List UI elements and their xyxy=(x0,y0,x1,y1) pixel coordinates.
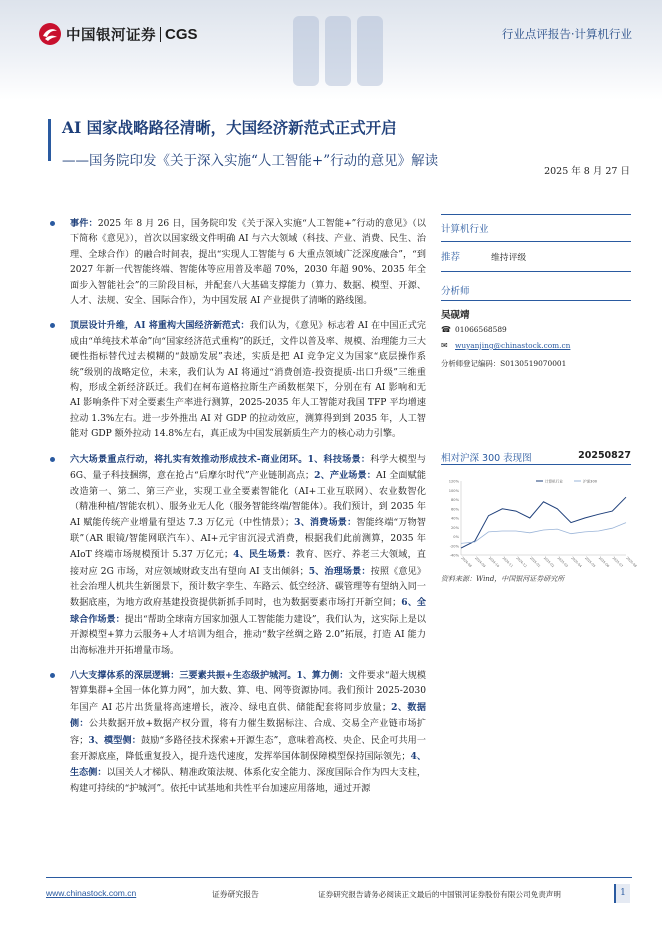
chart-title: 相对沪深 300 表现图 xyxy=(441,453,532,464)
x-tick-label: 2024-10 xyxy=(487,555,501,569)
report-type: 行业点评报告·计算机行业 xyxy=(501,27,632,41)
segment-text: 以国关人才梯队、精准政策法规、体系化安全能力、深度国际合作为四大支柱，构建可持续的“护城河”。依托中试基地和共性平台加速应用落地，通过开源 xyxy=(70,768,426,794)
segment-text: 科学大模型与 6G、量子科技捆绑，意在抢占“后摩尔时代”产业链制高点； xyxy=(70,454,426,482)
watermark-logo-icon xyxy=(285,12,395,92)
segment-lead: 6、全球合作场景： xyxy=(70,597,426,625)
analyst-name: 吴砚靖 xyxy=(441,310,470,321)
segment-text: 智能终端“万物智联”（AR 眼镜/智能网联汽车）、AI+元宇宙沉浸式消费，根据我们此前测算，2035 年 AIoT 终端市场规模预计 5.37 万亿元； xyxy=(70,518,427,561)
x-tick-label: 2025-05 xyxy=(584,555,597,569)
sidebar-rule xyxy=(441,214,631,215)
legend-label: 沪深300 xyxy=(583,479,598,484)
segment-lead: 4、民生场景： xyxy=(233,549,296,561)
analyst-email xyxy=(441,341,570,350)
x-tick-label: 2025-07 xyxy=(611,555,624,569)
footer-url[interactable]: www.chinastock.com.cn xyxy=(46,888,137,898)
bullet-lead: 顶层设计升维，AI 将重构大国经济新范式： xyxy=(70,320,250,332)
y-tick-label: 100% xyxy=(448,488,459,493)
y-tick-label: -20% xyxy=(449,544,459,549)
rating-label: 推荐 xyxy=(441,252,461,263)
report-date: 2025 年 8 月 27 日 xyxy=(544,166,630,177)
main-content xyxy=(46,216,426,806)
segment-text: 鼓励“多路径技术探索+开源生态”，意味着高校、央企、民企可共用一套开源底座，降低重复投入，提升迭代速度，发挥举国体制保障模型保持国际领先； xyxy=(70,735,427,762)
x-tick-label: 2024-12 xyxy=(515,555,528,569)
y-tick-label: 0% xyxy=(453,535,459,539)
segment-text: 教育、医疗、养老三大领域，直接对应 2G 市场，对应领域财政支出有望向 AI 支出倾斜； xyxy=(70,550,426,577)
x-tick-label: 2024-09 xyxy=(474,555,487,569)
footer-doc-type: 证券研究报告 xyxy=(212,890,259,899)
analyst-phone xyxy=(441,325,507,334)
segment-text: 公共数据开放+数据产权分置，将有力催生数据标注、合成、交易全产业链市场扩容； xyxy=(70,719,426,746)
bullet-dot xyxy=(50,323,55,328)
segment-lead: 2、数据侧： xyxy=(70,701,426,730)
sidebar-industry: 计算机行业 xyxy=(441,224,489,235)
bullet-eight-systems xyxy=(46,668,426,797)
bullet-lead: 八大支撑体系的深层逻辑：三要素共振+生态级护城河。 xyxy=(70,669,297,681)
bullet-six-scenarios xyxy=(46,452,426,659)
cgs-logo-icon xyxy=(38,22,62,46)
x-tick-label: 2024-08 xyxy=(460,555,473,569)
x-tick-label: 2025-08 xyxy=(625,555,638,569)
report-title: AI 国家战略路径清晰，大国经济新范式正式开启 xyxy=(62,118,397,137)
bullet-dot xyxy=(50,221,55,226)
y-tick-label: 120% xyxy=(448,479,459,484)
segment-lead: 4、生态侧： xyxy=(70,751,426,779)
header-band xyxy=(0,0,662,100)
phone-icon: ☎ xyxy=(441,325,451,334)
bullet-text: 我们认为，《意见》标志着 AI 在中国正式完成由“单纯技术革命”向“国家经济范式重构”的跃迁，文件以普及率、规模、治理能力三大硬性指标替代过去模糊的“鼓励发展”表述，实质是把 AI 竞争定义为国家“底层操作系统”级别的战略定位，未来，我们认为 AI 将通过“消费创造-投资提质-出口升级”三维重构，形成全新经济跃迁。我们在柯布道格拉斯生产函数框架下，分别在有 AI 影响和无 AI 影响条件下对全要素生产率进行测算，2025-2035 年人工智能对我国 TFP 平均增速拉动 1.3%左右。进一步外推出 AI 对 GDP 的拉动效应，测算得到到 2035 年，人工智能对 GDP 额外拉动 14.8%左右，真正成为中国发展新质生产力的核心动力引擎。 xyxy=(70,321,426,440)
phone-number: 01066568589 xyxy=(455,325,507,334)
logo-cn-text: 中国银河证券 xyxy=(66,27,156,44)
x-tick-label: 2024-11 xyxy=(501,555,514,569)
x-tick-label: 2025-03 xyxy=(556,555,569,569)
email-link[interactable]: wuyanjing@chinastock.com.cn xyxy=(455,341,571,350)
y-tick-label: -40% xyxy=(449,553,459,558)
footer-rule xyxy=(46,877,632,878)
segment-lead: 3、消费场景： xyxy=(294,517,357,529)
rating-value: 维持评级 xyxy=(491,253,527,263)
y-tick-label: 20% xyxy=(451,525,459,530)
analyst-cert: 分析师登记编码：S0130519070001 xyxy=(441,359,567,368)
chart-source: 资料来源：Wind，中国银河证券研究所 xyxy=(441,575,565,583)
segment-text: 提出“帮助全球南方国家加强人工智能能力建设”，我们认为，这实际上是以开源模型+算力云服务+人才培训为组合，推动“数字丝绸之路 2.0”拓展，打造 AI 能力出海标准并开拓增量市场。 xyxy=(70,614,426,656)
series-line-1 xyxy=(461,523,626,544)
segment-text: 按照《意见》社会治理人机共生新图景下，预计数字孪生、车路云、低空经济、碳管理等有望纳入同一数据底座，为地方政府基建投资提供新抓手同时，也为数据要素市场打开新空间； xyxy=(70,566,426,609)
page-number: 1 xyxy=(614,884,630,903)
y-tick-label: 80% xyxy=(451,498,459,502)
analyst-header: 分析师 xyxy=(441,286,470,297)
segment-lead: 1、科技场景： xyxy=(307,453,371,465)
segment-lead: 1、算力侧： xyxy=(296,669,349,681)
chart-date: 20250827 xyxy=(578,450,631,461)
segment-text: AI 全面赋能改造第一、第二、第三产业，实现工业全要素智能化（AI+工业互联网）、农业数智化（精准种植/智能农机）、服务业无人化（服务智能终端/智能体）。我们预计，到 2035 年 AI 赋能传统产业增量有望达 7.3 万亿元（中性情景）； xyxy=(70,471,426,529)
x-tick-label: 2025-04 xyxy=(570,555,583,569)
bullet-lead: 六大场景重点行动，将扎实有效推动形成技术-商业闭环。 xyxy=(70,453,308,465)
bullet-dot xyxy=(50,673,55,678)
x-tick-label: 2025-02 xyxy=(542,555,556,569)
relative-performance-chart xyxy=(441,475,638,573)
bullet-text: 2025 年 8 月 26 日，国务院印发《关于深入实施“人工智能+”行动的意见》（以下简称《意见》），首次以国家级文件明确 AI 与六大领域（科技、产业、消费、民生、治理、全球合作）的融合时间表，提出“实现人工智能与 6 大重点领域广泛深度融合”，“到 2027 年新一代智能终端、智能体等应用普及率超 70%，2030 年超 90%、2035 年全面步入智能社会”的三阶段目标，并配套八大基础支撑能力（算力、数据、模型、开源、人才、法规、安全、国际合作），为中国发展 AI 产业提供了清晰的路线图。 xyxy=(70,219,426,307)
x-tick-label: 2025-06 xyxy=(597,555,611,569)
report-subtitle: ——国务院印发《关于深入实施“人工智能+”行动的意见》解读 xyxy=(62,153,439,169)
segment-lead: 3、模型侧： xyxy=(88,734,141,746)
chart-rule xyxy=(441,464,631,465)
bullet-lead: 事件： xyxy=(70,218,98,229)
mail-icon: ✉ xyxy=(441,341,448,350)
bullet-top-design xyxy=(46,318,426,442)
segment-lead: 2、产业场景： xyxy=(314,470,377,482)
logo-en-text: CGS xyxy=(165,25,198,43)
footer-disclaimer: 证券研究报告请务必阅读正文最后的中国银河证券股份有限公司免责声明 xyxy=(318,890,561,899)
x-tick-label: 2025-01 xyxy=(529,555,542,569)
sidebar-rule xyxy=(441,300,631,301)
sidebar-rule xyxy=(441,241,631,242)
y-tick-label: 60% xyxy=(451,507,459,512)
y-tick-label: 40% xyxy=(451,516,459,521)
bullet-event xyxy=(46,216,426,309)
series-line-0 xyxy=(461,497,626,548)
sidebar-rule xyxy=(441,271,631,272)
title-accent-bar xyxy=(48,119,51,161)
legend-label: 计算机行业 xyxy=(545,479,563,484)
segment-text: 文件要求“超大规模智算集群+全国一体化算力网”，加大数、算、电、网等资源协同。我们预计 2025-2030 年国产 AI 芯片出货量将高速增长，液冷、绿电直供、储能配套将同步放量； xyxy=(70,670,427,713)
bullet-dot xyxy=(50,457,55,462)
company-logo xyxy=(38,22,198,46)
logo-separator xyxy=(160,27,161,42)
segment-lead: 5、治理场景： xyxy=(308,565,371,577)
